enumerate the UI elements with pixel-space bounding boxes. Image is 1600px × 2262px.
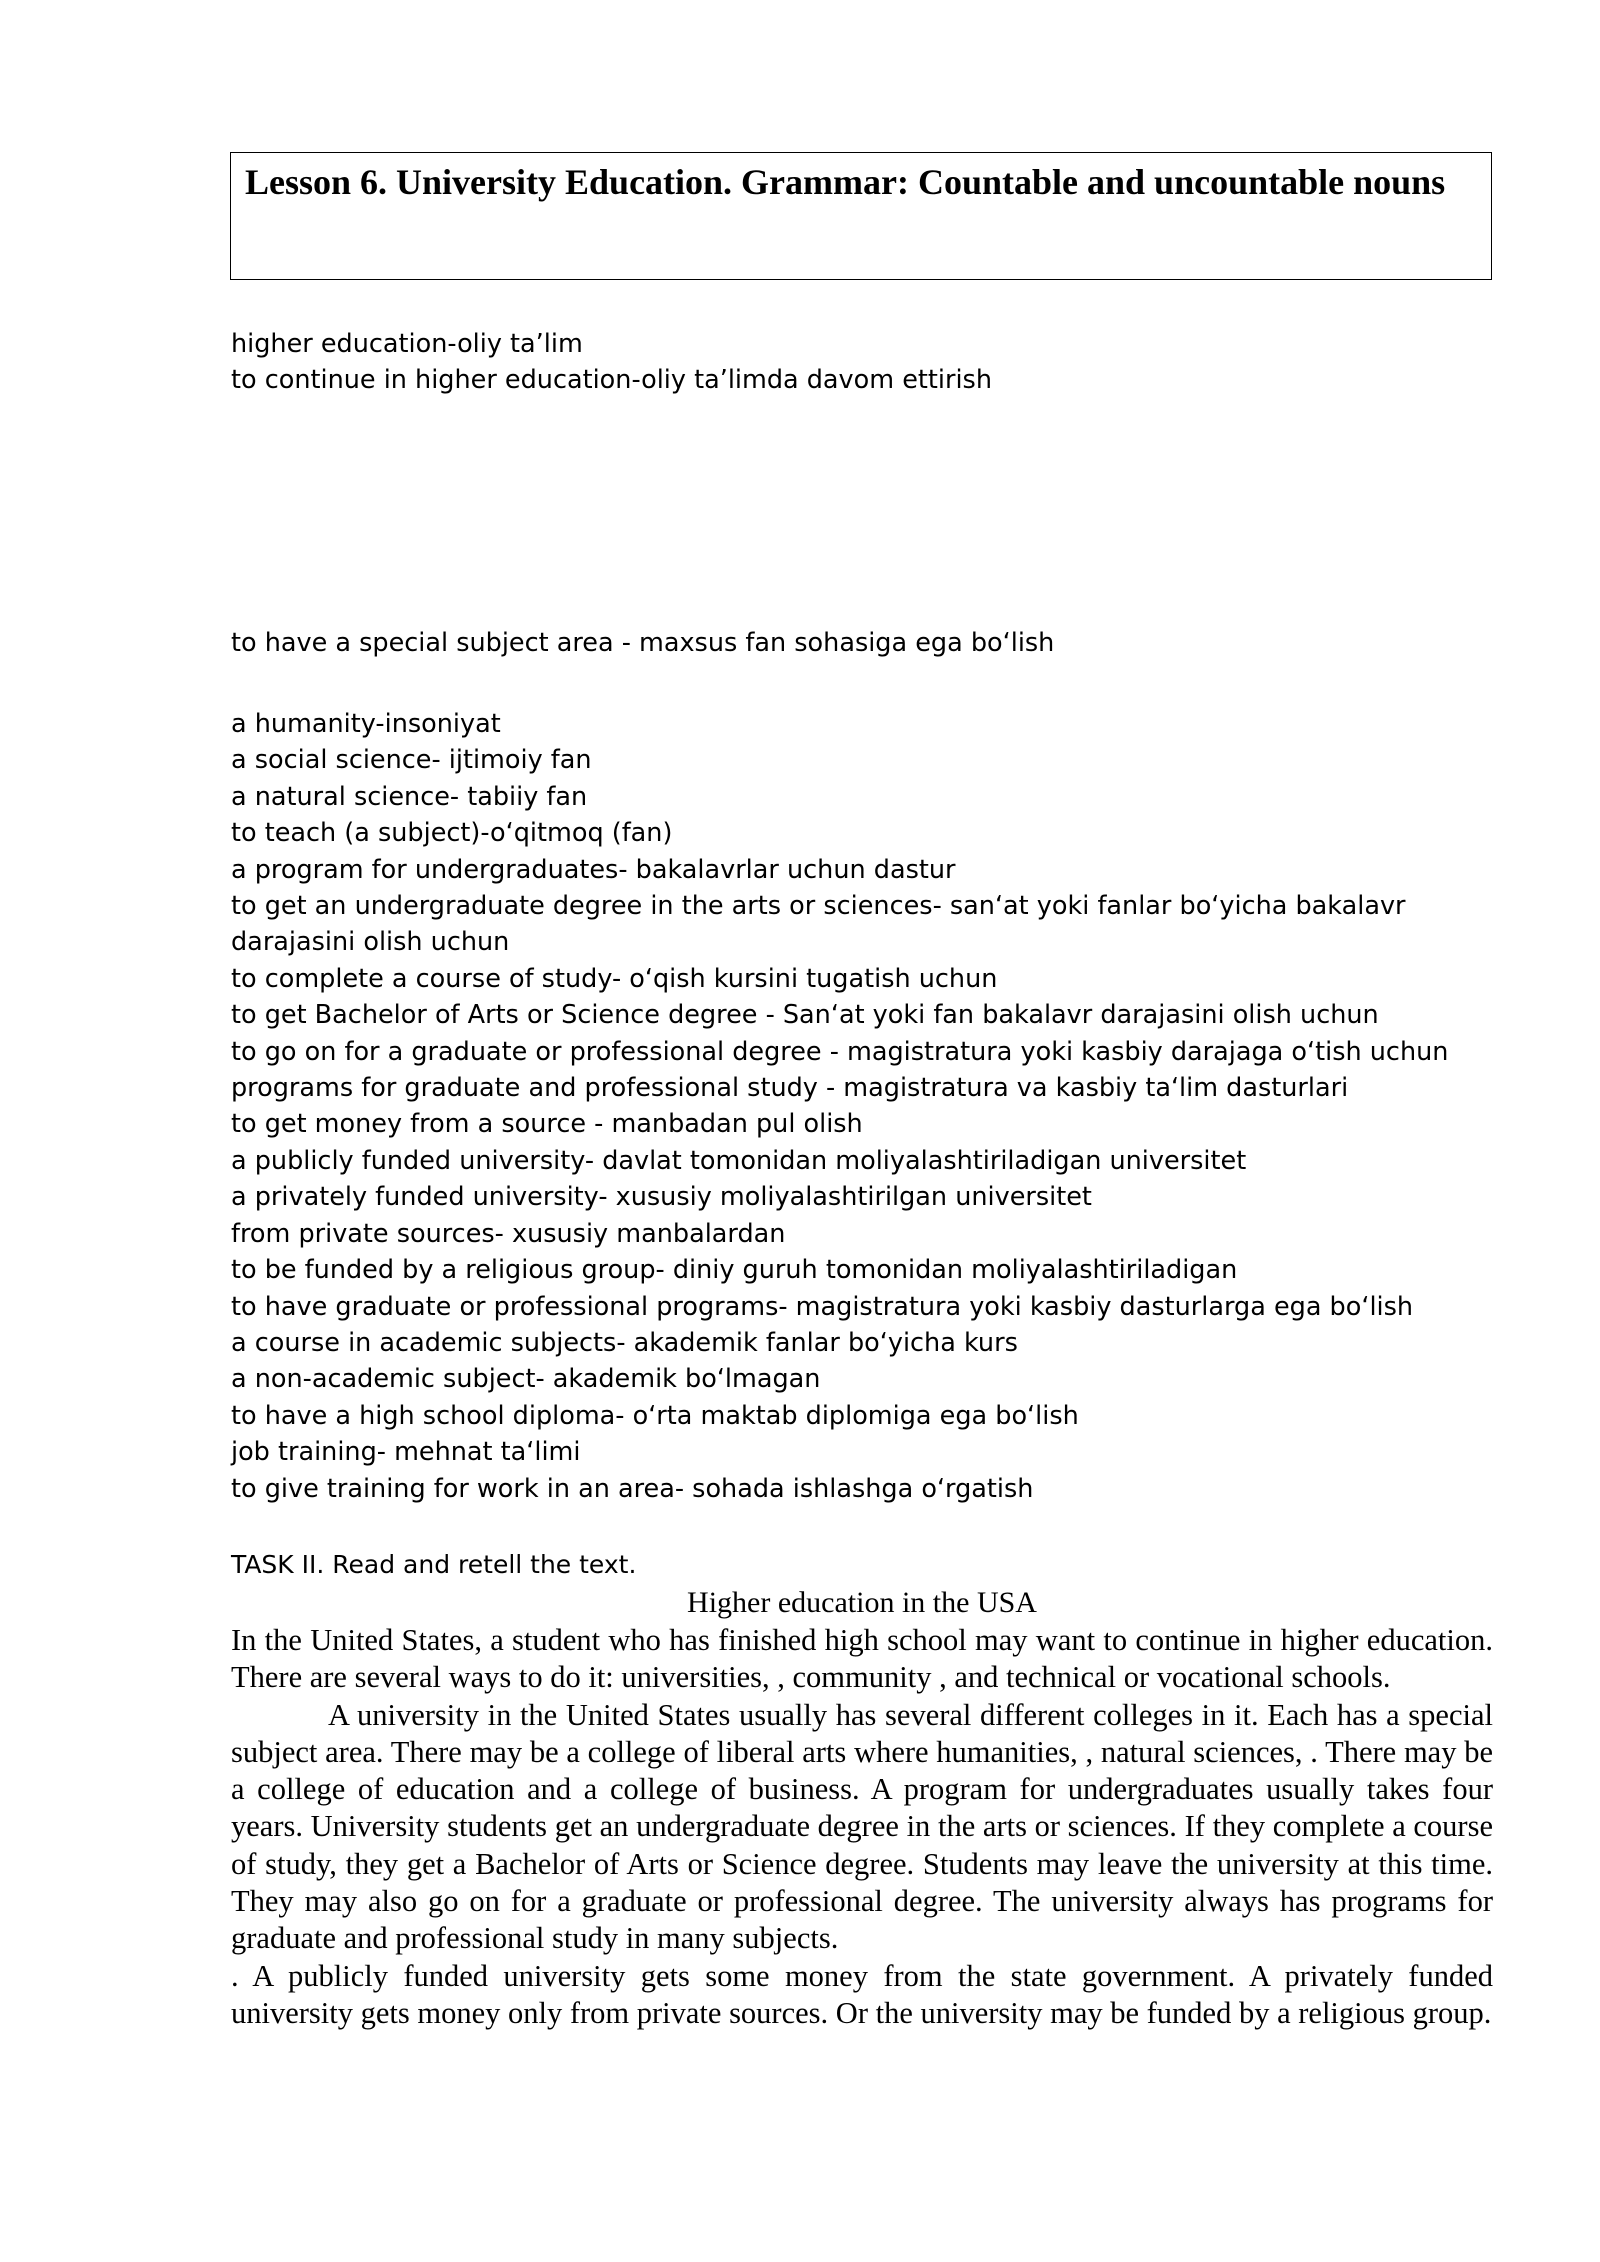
vocab-item: a privately funded university- xususiy moliyalashtirilgan universitet	[231, 1182, 1092, 1213]
vocab-item: to be funded by a religious group- diniy guruh tomonidan moliyalashtiriladigan	[231, 1255, 1238, 1286]
paragraph: A university in the United States usually has several different colleges in it. Each has a special subject area. There may be a college of liberal arts where humanities, , natural sciences, . There may be a college of education and a college of business. A program for undergraduates usually takes four years. University students get an undergraduate degree in the arts or sciences. If they complete a course of study, they get a Bachelor of Arts or Science degree. Students may leave the university at this time. They may also go on for a graduate or professional degree. The university always has programs for graduate and professional study in many subjects.	[231, 1697, 1493, 1956]
vocab-item: a program for undergraduates- bakalavrlar uchun dastur	[231, 854, 956, 885]
vocab-item: to have graduate or professional programs- magistratura yoki kasbiy dasturlarga ega bo‘lish	[231, 1291, 1414, 1322]
reading-text	[231, 1622, 1493, 2032]
vocab-item: to get money from a source - manbadan pul olish	[231, 1109, 863, 1140]
vocab-item: to get Bachelor of Arts or Science degree - San‘at yoki fan bakalavr darajasini olish uchun	[231, 1000, 1379, 1031]
vocab-item: job training- mehnat ta‘limi	[231, 1437, 581, 1468]
vocab-item: to get an undergraduate degree in the arts or sciences- san‘at yoki fanlar bo‘yicha bakalavr darajasini olish uchun	[231, 891, 1406, 958]
vocab-item: a course in academic subjects- akademik fanlar bo‘yicha kurs	[231, 1327, 1018, 1358]
vocab-item: from private sources- xususiy manbalardan	[231, 1218, 786, 1249]
paragraph: In the United States, a student who has finished high school may want to continue in higher education. There are several ways to do it: universities, , community , and technical or vocational schools.	[231, 1623, 1493, 1695]
vocab-item: a social science- ijtimoiy fan	[231, 745, 592, 776]
vocab-list-mid	[231, 625, 1511, 661]
vocab-item: to complete a course of study- o‘qish kursini tugatish uchun	[231, 963, 998, 994]
task-heading: TASK II. Read and retell the text.	[231, 1550, 637, 1579]
vocab-item: a natural science- tabiiy fan	[231, 781, 588, 812]
vocab-item: a humanity-insoniyat	[231, 709, 501, 739]
reading-title: Higher education in the USA	[687, 1586, 1037, 1619]
paragraph: . A publicly funded university gets some money from the state government. A privately funded university gets money only from private sources. Or the university may be funded by a religious group.	[231, 1958, 1493, 2030]
vocab-item: to have a special subject area - maxsus fan sohasiga ega bo‘lish	[231, 628, 1055, 658]
vocab-item: a publicly funded university- davlat tomonidan moliyalashtiriladigan universitet	[231, 1145, 1247, 1176]
vocab-item: a non-academic subject- akademik bo‘lmagan	[231, 1364, 821, 1395]
lesson-title: Lesson 6. University Education. Grammar: Countable and uncountable nouns	[245, 162, 1446, 202]
vocab-item: to go on for a graduate or professional degree - magistratura yoki kasbiy darajaga o‘tish uchun	[231, 1036, 1449, 1067]
vocab-item: programs for graduate and professional study - magistratura va kasbiy ta‘lim dasturlari	[231, 1073, 1349, 1104]
vocab-item: to have a high school diploma- o‘rta maktab diplomiga ega bo‘lish	[231, 1400, 1079, 1431]
vocab-list-top	[231, 326, 1511, 399]
vocab-item: to continue in higher education-oliy ta’limda davom ettirish	[231, 365, 992, 396]
vocab-item: to teach (a subject)-o‘qitmoq (fan)	[231, 818, 673, 849]
vocab-item: higher education-oliy ta’lim	[231, 329, 583, 359]
vocab-item: to give training for work in an area- sohada ishlashga o‘rgatish	[231, 1473, 1034, 1504]
lesson-title-box	[230, 152, 1492, 280]
vocab-list-main	[231, 706, 1511, 1507]
